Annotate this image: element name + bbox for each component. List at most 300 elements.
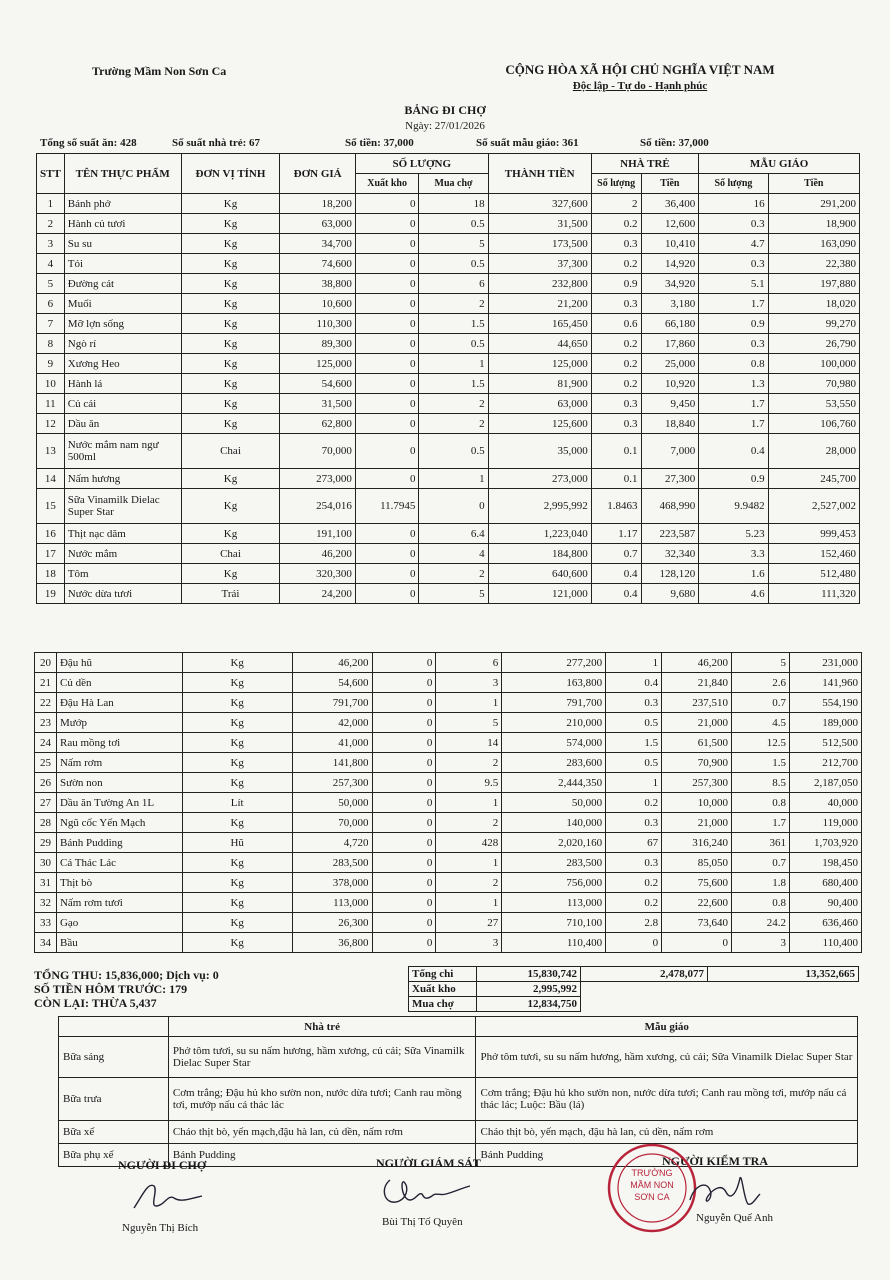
cell-nursery-qty: 0.2 [591, 374, 641, 394]
cell-buy: 14 [436, 733, 502, 753]
menu-row [59, 1121, 858, 1144]
cell-unit: Kg [182, 933, 292, 953]
menu-table [58, 1016, 858, 1167]
cell-unit: Trái [181, 584, 280, 604]
cell-kinder-money: 212,700 [789, 753, 861, 773]
cell-nursery-qty: 0.5 [606, 713, 662, 733]
cell-kinder-qty: 0.9 [699, 314, 768, 334]
cell-buy: 2 [436, 753, 502, 773]
cell-stt: 16 [37, 524, 65, 544]
cell-kinder-qty: 0.8 [732, 793, 790, 813]
cell-unit: Kg [181, 274, 280, 294]
svg-text:MẦM NON: MẦM NON [630, 1180, 674, 1190]
cell-buy: 27 [436, 913, 502, 933]
cell-kinder-money: 18,900 [768, 214, 859, 234]
market-total: 12,834,750 [477, 997, 581, 1012]
cell-nursery-qty: 0.3 [591, 294, 641, 314]
cell-stock: 0 [372, 713, 436, 733]
table-row [37, 414, 860, 434]
cell-unit: Kg [181, 214, 280, 234]
cell-buy: 5 [436, 713, 502, 733]
cell-unit: Kg [182, 913, 292, 933]
cell-nursery-qty: 0.1 [591, 434, 641, 469]
cell-buy: 2 [436, 813, 502, 833]
cell-unit: Kg [181, 234, 280, 254]
cell-nursery-money: 85,050 [662, 853, 732, 873]
cell-nursery-qty: 0.2 [591, 334, 641, 354]
table-row [35, 693, 862, 713]
cell-name: Bầu [56, 933, 182, 953]
cell-buy: 6 [436, 653, 502, 673]
totals-table [408, 966, 859, 1012]
table-row [35, 813, 862, 833]
cell-price: 254,016 [280, 489, 355, 524]
col-price: ĐƠN GIÁ [280, 154, 355, 194]
table-row [37, 234, 860, 254]
cell-nursery-money: 66,180 [641, 314, 699, 334]
cell-unit: Kg [182, 813, 292, 833]
cell-kinder-money: 2,187,050 [789, 773, 861, 793]
cell-name: Nước mắm [64, 544, 181, 564]
cell-stock: 0 [355, 414, 419, 434]
cell-price: 18,200 [280, 194, 355, 214]
menu-row [59, 1078, 858, 1121]
cell-total: 165,450 [488, 314, 591, 334]
cell-nursery-money: 128,120 [641, 564, 699, 584]
cell-nursery-qty: 0.9 [591, 274, 641, 294]
cell-buy: 428 [436, 833, 502, 853]
cell-total: 791,700 [502, 693, 606, 713]
cell-buy: 1 [436, 893, 502, 913]
cell-stt: 24 [35, 733, 57, 753]
cell-name: Đậu Hà Lan [56, 693, 182, 713]
table-row [35, 913, 862, 933]
table-row [35, 853, 862, 873]
cell-name: Nấm hương [64, 469, 181, 489]
stock-total: 2,995,992 [477, 982, 581, 997]
col-name: TÊN THỰC PHẨM [64, 154, 181, 194]
cell-buy: 6.4 [419, 524, 488, 544]
cell-unit: Kg [181, 334, 280, 354]
menu-header-kinder: Mẫu giáo [476, 1017, 858, 1037]
menu-meal: Bữa xế [59, 1121, 169, 1144]
cell-stt: 31 [35, 873, 57, 893]
cell-nursery-money: 27,300 [641, 469, 699, 489]
cell-stock: 0 [372, 653, 436, 673]
cell-price: 74,600 [280, 254, 355, 274]
cell-name: Mỡ lợn sống [64, 314, 181, 334]
cell-total: 50,000 [502, 793, 606, 813]
cell-nursery-money: 7,000 [641, 434, 699, 469]
cell-kinder-qty: 24.2 [732, 913, 790, 933]
cell-name: Bánh phở [64, 194, 181, 214]
cell-stock: 0 [355, 374, 419, 394]
cell-total: 283,500 [502, 853, 606, 873]
cell-unit: Hũ [182, 833, 292, 853]
cell-kinder-qty: 0.3 [699, 254, 768, 274]
cell-kinder-qty: 0.8 [699, 354, 768, 374]
cell-name: Nấm rơm [56, 753, 182, 773]
cell-nursery-money: 0 [662, 933, 732, 953]
cell-stock: 0 [372, 933, 436, 953]
table-row [37, 314, 860, 334]
cell-buy: 1.5 [419, 314, 488, 334]
menu-row [59, 1037, 858, 1078]
menu-meal: Bữa sáng [59, 1037, 169, 1078]
cell-nursery-qty: 1.17 [591, 524, 641, 544]
cell-stock: 0 [372, 893, 436, 913]
cell-nursery-qty: 0.1 [591, 469, 641, 489]
cell-total: 37,300 [488, 254, 591, 274]
cell-stock: 11.7945 [355, 489, 419, 524]
cell-unit: Kg [182, 673, 292, 693]
menu-nursery: Cháo thịt bò, yến mạch,đậu hà lan, củ dền, nấm rơm [168, 1121, 476, 1144]
cell-name: Dầu ăn Tường An 1L [56, 793, 182, 813]
menu-kinder: Cháo thịt bò, yến mạch, đậu hà lan, củ dền, nấm rơm [476, 1121, 858, 1144]
cell-name: Hành củ tươi [64, 214, 181, 234]
cell-price: 42,000 [292, 713, 372, 733]
cell-nursery-qty: 0.4 [591, 564, 641, 584]
cell-stt: 3 [37, 234, 65, 254]
table-row [35, 653, 862, 673]
table-row [35, 873, 862, 893]
cell-stt: 13 [37, 434, 65, 469]
cell-buy: 6 [419, 274, 488, 294]
cell-buy: 9.5 [436, 773, 502, 793]
cell-total: 184,800 [488, 544, 591, 564]
total-income: TỔNG THU: 15,836,000; Dịch vụ: 0 [34, 968, 219, 982]
col-kinder-money: Tiền [768, 174, 859, 194]
cell-total: 232,800 [488, 274, 591, 294]
cell-stt: 10 [37, 374, 65, 394]
total-spend-nursery: 2,478,077 [581, 967, 708, 982]
cell-name: Muối [64, 294, 181, 314]
cell-price: 50,000 [292, 793, 372, 813]
cell-unit: Kg [181, 314, 280, 334]
table-row [37, 274, 860, 294]
cell-price: 320,300 [280, 564, 355, 584]
cell-unit: Kg [181, 489, 280, 524]
cell-unit: Kg [181, 294, 280, 314]
cell-nursery-qty: 0.3 [591, 414, 641, 434]
cell-total: 140,000 [502, 813, 606, 833]
cell-kinder-qty: 361 [732, 833, 790, 853]
cell-name: Thịt bò [56, 873, 182, 893]
total-meals: Tổng số suất ăn: 428 [40, 137, 137, 149]
table-row [35, 793, 862, 813]
cell-kinder-money: 70,980 [768, 374, 859, 394]
cell-kinder-money: 106,760 [768, 414, 859, 434]
cell-buy: 1 [436, 853, 502, 873]
cell-total: 210,000 [502, 713, 606, 733]
cell-total: 31,500 [488, 214, 591, 234]
cell-stt: 14 [37, 469, 65, 489]
cell-kinder-qty: 2.6 [732, 673, 790, 693]
table-row [37, 469, 860, 489]
cell-stock: 0 [355, 434, 419, 469]
cell-price: 70,000 [280, 434, 355, 469]
cell-nursery-qty: 0.2 [591, 354, 641, 374]
summary-block [34, 968, 219, 1010]
cell-kinder-qty: 0.4 [699, 434, 768, 469]
cell-buy: 2 [419, 394, 488, 414]
cell-nursery-money: 21,000 [662, 813, 732, 833]
cell-nursery-qty: 1 [606, 773, 662, 793]
cell-price: 31,500 [280, 394, 355, 414]
nursery-meals: Số suất nhà trẻ: 67 [172, 137, 261, 149]
cell-nursery-qty: 0.3 [591, 234, 641, 254]
cell-nursery-money: 237,510 [662, 693, 732, 713]
cell-buy: 0.5 [419, 214, 488, 234]
cell-unit: Kg [182, 893, 292, 913]
cell-nursery-money: 223,587 [641, 524, 699, 544]
cell-name: Đậu hũ [56, 653, 182, 673]
cell-nursery-money: 61,500 [662, 733, 732, 753]
cell-stock: 0 [355, 294, 419, 314]
menu-header-nursery: Nhà trẻ [168, 1017, 476, 1037]
cell-stt: 20 [35, 653, 57, 673]
cell-price: 36,800 [292, 933, 372, 953]
cell-kinder-qty: 0.7 [732, 693, 790, 713]
cell-stock: 0 [355, 254, 419, 274]
buyer-signature [128, 1176, 208, 1216]
col-unit: ĐƠN VỊ TÍNH [181, 154, 280, 194]
cell-name: Tỏi [64, 254, 181, 274]
cell-nursery-money: 9,450 [641, 394, 699, 414]
cell-name: Tôm [64, 564, 181, 584]
table-row [37, 214, 860, 234]
document-date: Ngày: 27/01/2026 [405, 120, 485, 132]
table-row [37, 374, 860, 394]
cell-nursery-money: 18,840 [641, 414, 699, 434]
cell-stock: 0 [355, 194, 419, 214]
cell-kinder-qty: 0.9 [699, 469, 768, 489]
cell-stt: 34 [35, 933, 57, 953]
cell-stt: 25 [35, 753, 57, 773]
cell-price: 283,500 [292, 853, 372, 873]
cell-name: Mướp [56, 713, 182, 733]
cell-nursery-qty: 0.3 [606, 853, 662, 873]
cell-stock: 0 [372, 833, 436, 853]
cell-kinder-money: 111,320 [768, 584, 859, 604]
cell-total: 35,000 [488, 434, 591, 469]
buyer-name: Nguyễn Thị Bích [122, 1222, 199, 1234]
cell-kinder-qty: 4.7 [699, 234, 768, 254]
cell-kinder-qty: 1.7 [699, 294, 768, 314]
cell-price: 10,600 [280, 294, 355, 314]
cell-stock: 0 [355, 214, 419, 234]
cell-buy: 3 [436, 933, 502, 953]
cell-buy: 1 [419, 354, 488, 374]
cell-kinder-qty: 1.7 [732, 813, 790, 833]
cell-total: 273,000 [488, 469, 591, 489]
cell-kinder-qty: 4.5 [732, 713, 790, 733]
page-title: BẢNG ĐI CHỢ [404, 103, 486, 117]
cell-name: Củ cải [64, 394, 181, 414]
cell-stock: 0 [372, 913, 436, 933]
cell-buy: 1.5 [419, 374, 488, 394]
cell-kinder-qty: 3.3 [699, 544, 768, 564]
cell-kinder-money: 141,960 [789, 673, 861, 693]
cell-kinder-qty: 8.5 [732, 773, 790, 793]
cell-kinder-qty: 0.8 [732, 893, 790, 913]
cell-stock: 0 [355, 564, 419, 584]
table-row [37, 524, 860, 544]
cell-kinder-money: 100,000 [768, 354, 859, 374]
cell-price: 113,000 [292, 893, 372, 913]
cell-price: 38,800 [280, 274, 355, 294]
cell-stock: 0 [372, 853, 436, 873]
col-stock: Xuất kho [355, 174, 419, 194]
cell-nursery-qty: 67 [606, 833, 662, 853]
cell-nursery-qty: 1 [606, 653, 662, 673]
cell-unit: Kg [182, 693, 292, 713]
total-spend: 15,830,742 [477, 967, 581, 982]
menu-meal: Bữa trưa [59, 1078, 169, 1121]
cell-nursery-money: 14,920 [641, 254, 699, 274]
cell-buy: 2 [419, 414, 488, 434]
cell-stt: 19 [37, 584, 65, 604]
cell-kinder-qty: 1.7 [699, 414, 768, 434]
cell-stock: 0 [355, 314, 419, 334]
cell-name: Bánh Pudding [56, 833, 182, 853]
cell-stock: 0 [372, 673, 436, 693]
table-row [37, 194, 860, 214]
cell-kinder-money: 2,527,002 [768, 489, 859, 524]
cell-nursery-money: 25,000 [641, 354, 699, 374]
table-row [35, 833, 862, 853]
cell-total: 574,000 [502, 733, 606, 753]
cell-price: 34,700 [280, 234, 355, 254]
national-motto: Độc lập - Tự do - Hạnh phúc [572, 80, 708, 92]
menu-kinder: Cơm trắng; Đậu hủ kho sườn non, nước dừa tươi; Canh rau mồng tơi, mướp nấu cá thác lác; Luộc: Bầu (lá) [476, 1078, 858, 1121]
cell-unit: Kg [181, 374, 280, 394]
cell-nursery-qty: 0 [606, 933, 662, 953]
cell-stock: 0 [355, 354, 419, 374]
cell-stt: 18 [37, 564, 65, 584]
cell-unit: Kg [181, 414, 280, 434]
cell-unit: Kg [182, 853, 292, 873]
cell-price: 46,200 [280, 544, 355, 564]
table-body-1 [37, 194, 860, 604]
cell-unit: Kg [182, 753, 292, 773]
cell-stt: 33 [35, 913, 57, 933]
cell-kinder-money: 22,380 [768, 254, 859, 274]
cell-price: 4,720 [292, 833, 372, 853]
cell-unit: Kg [181, 469, 280, 489]
cell-unit: Kg [181, 254, 280, 274]
cell-name: Nước mắm nam ngư 500ml [64, 434, 181, 469]
cell-nursery-money: 257,300 [662, 773, 732, 793]
cell-nursery-qty: 0.2 [591, 214, 641, 234]
cell-stock: 0 [355, 469, 419, 489]
cell-kinder-qty: 1.7 [699, 394, 768, 414]
cell-stock: 0 [355, 584, 419, 604]
cell-kinder-money: 90,400 [789, 893, 861, 913]
cell-unit: Kg [181, 354, 280, 374]
cell-nursery-qty: 0.3 [606, 693, 662, 713]
cell-buy: 2 [419, 294, 488, 314]
cell-price: 63,000 [280, 214, 355, 234]
nursery-money: Số tiền: 37,000 [345, 137, 414, 149]
cell-total: 283,600 [502, 753, 606, 773]
cell-buy: 3 [436, 673, 502, 693]
cell-nursery-money: 316,240 [662, 833, 732, 853]
table-row [37, 584, 860, 604]
cell-total: 640,600 [488, 564, 591, 584]
cell-name: Hành lá [64, 374, 181, 394]
cell-stt: 32 [35, 893, 57, 913]
cell-kinder-qty: 1.6 [699, 564, 768, 584]
cell-kinder-qty: 12.5 [732, 733, 790, 753]
cell-stt: 29 [35, 833, 57, 853]
cell-stt: 12 [37, 414, 65, 434]
cell-stt: 6 [37, 294, 65, 314]
cell-unit: Kg [181, 394, 280, 414]
market-label: Mua chợ [409, 997, 477, 1012]
menu-kinder: Bánh Pudding [476, 1144, 858, 1167]
cell-stt: 22 [35, 693, 57, 713]
cell-kinder-qty: 5.1 [699, 274, 768, 294]
stock-label: Xuất kho [409, 982, 477, 997]
cell-price: 141,800 [292, 753, 372, 773]
cell-kinder-qty: 0.3 [699, 214, 768, 234]
cell-stt: 27 [35, 793, 57, 813]
cell-kinder-qty: 1.8 [732, 873, 790, 893]
cell-buy: 2 [436, 873, 502, 893]
col-kinder-qty: Số lượng [699, 174, 768, 194]
svg-text:SƠN CA: SƠN CA [634, 1192, 670, 1202]
table-row [37, 354, 860, 374]
cell-name: Nấm rơm tươi [56, 893, 182, 913]
kinder-money: Số tiền: 37,000 [640, 137, 709, 149]
cell-total: 63,000 [488, 394, 591, 414]
cell-unit: Kg [182, 773, 292, 793]
cell-stock: 0 [355, 274, 419, 294]
table-row [35, 753, 862, 773]
table-row [35, 713, 862, 733]
table-row [35, 673, 862, 693]
cell-kinder-qty: 16 [699, 194, 768, 214]
buyer-title: NGƯỜI ĐI CHỢ [118, 1158, 207, 1172]
cell-nursery-money: 10,410 [641, 234, 699, 254]
cell-nursery-qty: 0.5 [606, 753, 662, 773]
menu-kinder: Phở tôm tươi, su su nấm hương, hầm xương, củ cải; Sữa Vinamilk Dielac Super Star [476, 1037, 858, 1078]
cell-nursery-money: 73,640 [662, 913, 732, 933]
checker-name: Nguyễn Quế Anh [696, 1212, 773, 1224]
cell-total: 2,995,992 [488, 489, 591, 524]
previous-balance: SỐ TIỀN HÔM TRƯỚC: 179 [34, 982, 188, 996]
cell-stock: 0 [355, 524, 419, 544]
cell-nursery-qty: 2.8 [606, 913, 662, 933]
col-nursery: NHÀ TRẺ [591, 154, 698, 174]
cell-nursery-qty: 0.3 [591, 394, 641, 414]
cell-total: 710,100 [502, 913, 606, 933]
cell-total: 110,400 [502, 933, 606, 953]
cell-price: 110,300 [280, 314, 355, 334]
cell-price: 89,300 [280, 334, 355, 354]
cell-total: 125,600 [488, 414, 591, 434]
cell-nursery-qty: 2 [591, 194, 641, 214]
cell-total: 277,200 [502, 653, 606, 673]
cell-total: 1,223,040 [488, 524, 591, 544]
cell-name: Rau mồng tơi [56, 733, 182, 753]
cell-name: Gạo [56, 913, 182, 933]
cell-buy: 0.5 [419, 254, 488, 274]
cell-kinder-money: 291,200 [768, 194, 859, 214]
cell-kinder-money: 999,453 [768, 524, 859, 544]
cell-unit: Chai [181, 434, 280, 469]
